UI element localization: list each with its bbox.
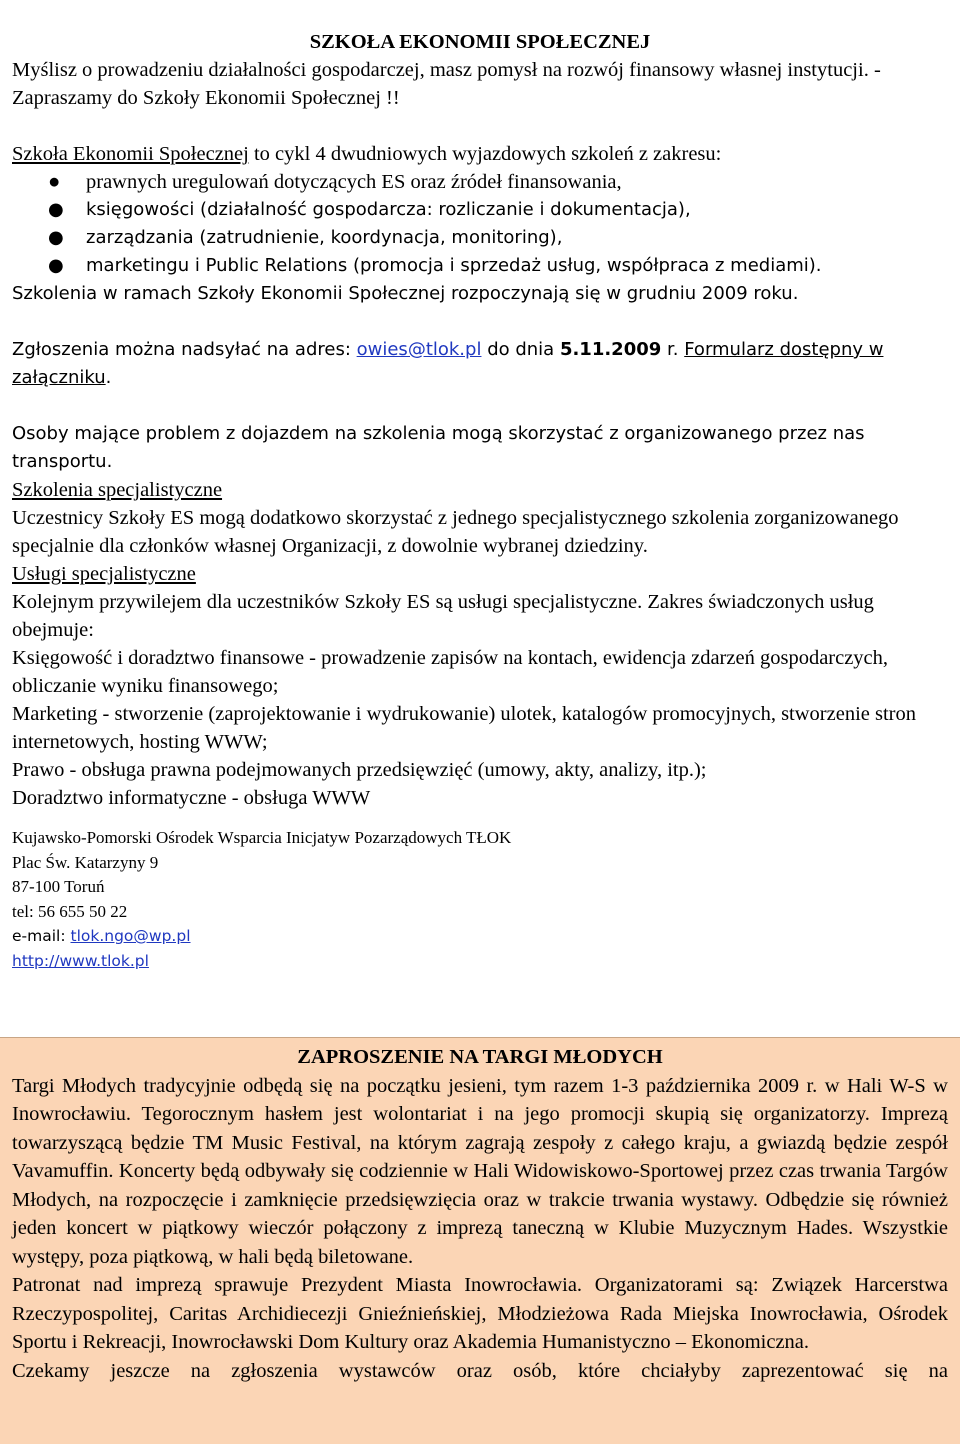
application-deadline: 5.11.2009 xyxy=(559,339,662,360)
website-link[interactable]: http://www.tlok.pl xyxy=(12,951,149,970)
contact-email-link[interactable]: tlok.ngo@wp.pl xyxy=(70,927,191,945)
fair-invitation-section xyxy=(0,1037,960,1444)
contact-street: Plac Św. Katarzyny 9 xyxy=(12,852,159,872)
application-email-link[interactable]: owies@tlok.pl xyxy=(356,339,482,360)
bullet-icon: ● xyxy=(48,255,64,276)
contact-phone: tel: 56 655 50 22 xyxy=(12,901,128,921)
contact-org: Kujawsko-Pomorski Ośrodek Wsparcia Inicjatyw Pozarządowych TŁOK xyxy=(12,828,512,847)
bullet-icon: ● xyxy=(48,227,64,248)
service-legal: Prawo - obsługa prawna podejmowanych przedsięwzięć (umowy, akty, analizy, itp.); xyxy=(12,759,707,781)
list-item: ● prawnych uregulowań dotyczących ES oraz źródeł finansowania, xyxy=(12,168,948,196)
service-accounting: Księgowość i doradztwo finansowe - prowadzenie zapisów na kontach, ewidencja zdarzeń gospodarczych, obliczanie wyniku finansowego; xyxy=(12,647,889,697)
fair-paragraph-1: Targi Młodych tradycyjnie odbędą się na początku jesieni, tym razem 1-3 października 2009 r. w Hali W-S w Inowrocławiu. Tegorocznym hasłem jest wolontariat i na jego promocji skupią się organizatorzy. Imprezą towarzyszącą będzie TM Music Festival, na którym zagrają zespoły z całego kraju, a gwiazdą będzie zespół Vavamuffin. Koncerty będą odbywały się codziennie w Hali Widowiskowo-Sportowej przez czas trwania Targów Młodych, na rozpoczęcie i zamknięcie przedsięwzięcia oraz w trakcie trwania wystawy. Odbędzie się również jeden koncert w piątkowy wieczór połączony z imprezą taneczną w Klubie Muzycznym Hades. Wszystkie występy, poza piątkową, w hali będą biletowane. xyxy=(12,1074,948,1268)
application-info: Zgłoszenia można nadsyłać na adres: owies@tlok.pl do dnia 5.11.2009 r. Formularz dostępny w załączniku. xyxy=(12,339,884,388)
fair-title: ZAPROSZENIE NA TARGI MŁODYCH xyxy=(297,1046,663,1068)
school-section xyxy=(12,28,948,973)
bullet-icon: ● xyxy=(48,171,61,193)
contact-website xyxy=(12,949,948,974)
bullet-icon: ● xyxy=(48,199,64,220)
transport-note: Osoby mające problem z dojazdem na szkolenia mogą skorzystać z organizowanego przez nas transportu. xyxy=(12,423,865,472)
specialist-services-heading: Usługi specjalistyczne xyxy=(12,563,196,585)
list-item: ● księgowości (działalność gospodarcza: rozliczanie i dokumentacja), xyxy=(12,196,948,224)
start-note: Szkolenia w ramach Szkoły Ekonomii Społecznej rozpoczynają się w grudniu 2009 roku. xyxy=(12,283,799,304)
fair-paragraph-3: Czekamy jeszcze na zgłoszenia wystawców oraz osób, które chciałyby zaprezentować się na xyxy=(12,1359,948,1382)
list-item: ● marketingu i Public Relations (promocja i sprzedaż usług, współpraca z mediami). xyxy=(12,252,948,280)
contact-block xyxy=(12,826,948,973)
list-item: ● zarządzania (zatrudnienie, koordynacja, monitoring), xyxy=(12,224,948,252)
contact-city: 87-100 Toruń xyxy=(12,877,105,896)
cycle-name: Szkoła Ekonomii Społecznej xyxy=(12,143,249,165)
contact-email: e-mail: tlok.ngo@wp.pl xyxy=(12,927,191,945)
specialist-trainings-heading: Szkolenia specjalistyczne xyxy=(12,479,223,501)
cycle-rest: to cykl 4 dwudniowych wyjazdowych szkoleń z zakresu: xyxy=(248,143,722,165)
specialist-trainings-text: Uczestnicy Szkoły ES mogą dodatkowo skorzystać z jednego specjalistycznego szkolenia zorganizowanego specjalnie dla członków własnej Organizacji, z dowolnie wybranej dziedziny. xyxy=(12,507,899,557)
services-intro: Kolejnym przywilejem dla uczestników Szkoły ES są usługi specjalistyczne. Zakres świadczonych usług obejmuje: xyxy=(12,591,874,641)
fair-paragraph-2: Patronat nad imprezą sprawuje Prezydent Miasta Inowrocławia. Organizatorami są: Związek Harcerstwa Rzeczypospolitej, Caritas Archidiecezji Gnieźnieńskiej, Młodzieżowa Rada Miejska Inowrocławia, Ośrodek Sportu i Rekreacji, Inowrocławski Dom Kultury oraz Akademia Humanistyczno – Ekonomiczna. xyxy=(12,1274,948,1353)
form-attachment-link[interactable]: Formularz dostępny w załączniku xyxy=(12,339,884,388)
service-marketing: Marketing - stworzenie (zaprojektowanie i wydrukowanie) ulotek, katalogów promocyjnych, stworzenie stron internetowych, hosting WWW; xyxy=(12,703,917,753)
cycle-description xyxy=(12,140,948,168)
school-title: SZKOŁA EKONOMII SPOŁECZNEJ xyxy=(309,31,651,53)
service-it: Doradztwo informatyczne - obsługa WWW xyxy=(12,787,371,809)
school-intro: Myślisz o prowadzeniu działalności gospodarczej, masz pomysł na rozwój finansowy własnej instytucji. - Zapraszamy do Szkoły Ekonomii Społecznej !! xyxy=(12,59,881,109)
training-topics-list xyxy=(12,168,948,280)
